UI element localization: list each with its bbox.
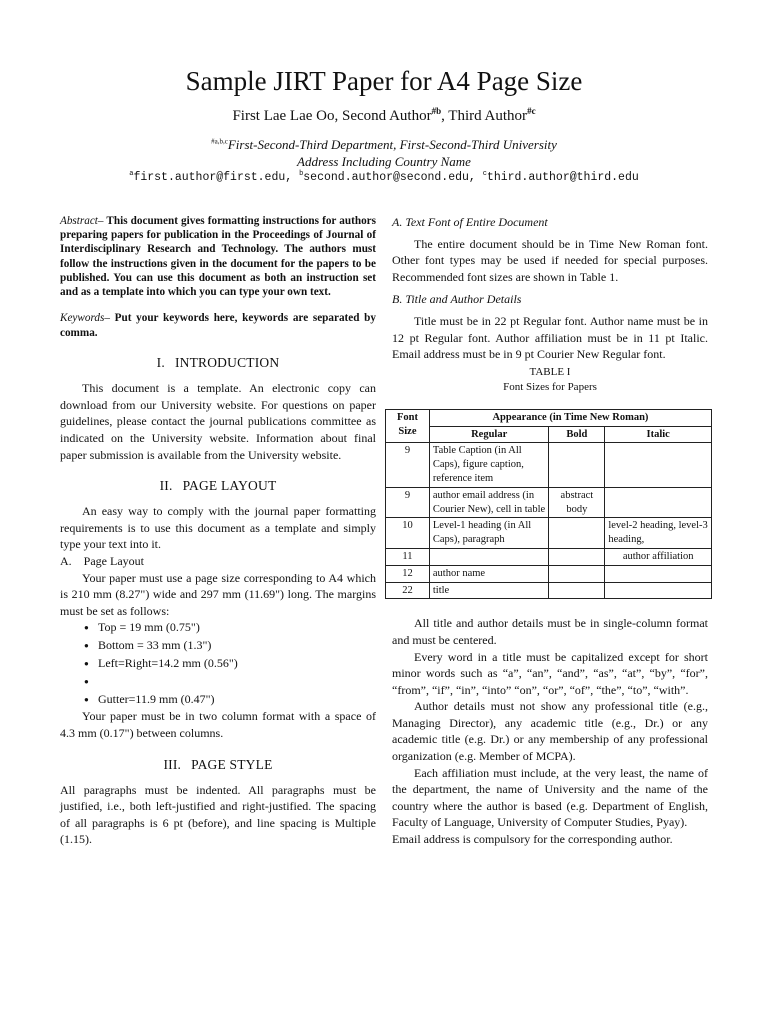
style-paragraph: All paragraphs must be indented. All paragraphs must be justified, i.e., both left-justified and right-justified. The spacing of all paragraphs is 6 pt (before), and line spacing is Multiple (1.15). xyxy=(60,782,376,847)
subsection-label: A. xyxy=(60,553,72,568)
keywords-lead: Keywords– xyxy=(60,312,110,325)
table-cell: 11 xyxy=(386,548,430,565)
table-row xyxy=(386,487,712,518)
font-size-table xyxy=(385,409,712,600)
table-cell: author affiliation xyxy=(605,548,712,565)
section-heading-page-style xyxy=(60,756,376,774)
table-cell xyxy=(605,582,712,599)
table-row xyxy=(386,518,712,549)
table-cell: 22 xyxy=(386,582,430,599)
author-superscript: #b xyxy=(431,106,442,116)
intro-paragraph: This document is a template. An electronic copy can download from our University website. For questions on paper guidelines, please contact the journal publications committee as indicated on the University website. Information about final paper submission is available from the University website. xyxy=(60,381,376,462)
affiliation-department: First-Second-Third Department, First-Second-Third University xyxy=(227,137,557,152)
abstract xyxy=(60,214,376,299)
email-first: first.author@first.edu, xyxy=(133,171,293,184)
table-cell: title xyxy=(429,582,549,599)
table-cell xyxy=(549,443,605,487)
section-heading-introduction xyxy=(60,354,376,372)
table-cell xyxy=(605,487,712,518)
text-font-paragraph: The entire document should be in Time New Roman font. Other font types may be used if needed for special purposes. Recommended font sizes are shown in Table 1. xyxy=(392,236,708,284)
table-row xyxy=(386,548,712,565)
section-title: PAGE LAYOUT xyxy=(182,478,277,494)
keywords-body: Put your keywords here, keywords are separated by comma. xyxy=(60,312,376,339)
table-row xyxy=(386,582,712,599)
single-column-paragraph: All title and author details must be in single-column format and must be centered. xyxy=(392,616,708,647)
affiliation-paragraph: Each affiliation must include, at the very least, the name of the department, the name of University and the name of the country where the author is based (e.g. Department of English, Faculty of Language, University of Computer Studies, Pyay). xyxy=(392,765,708,830)
table-cell: 9 xyxy=(386,487,430,518)
layout-paragraph: An easy way to comply with the journal paper formatting requirements is to use this document as a template and simply type your text into it. xyxy=(60,504,376,552)
subsection-title: Page Layout xyxy=(83,553,144,568)
table-cell xyxy=(549,548,605,565)
professional-title-paragraph: Author details must not show any professional title (e.g., Managing Director), any academic title (e.g., Dr.) or any academic title (e.g. Dr.) or any membership of any professional organization (e.g. Member of MCPA). xyxy=(392,699,708,764)
section-title: PAGE STYLE xyxy=(191,756,273,772)
table-cell xyxy=(549,518,605,549)
table-cell: Table Caption (in All Caps), figure caption, reference item xyxy=(429,443,549,487)
subsection-text-font: A. Text Font of Entire Document xyxy=(392,215,548,229)
section-title: INTRODUCTION xyxy=(174,355,280,371)
email-paragraph: Email address is compulsory for the corresponding author. xyxy=(392,832,673,847)
list-item: ● Gutter=11.9 mm (0.47") xyxy=(84,691,376,709)
table-cell xyxy=(549,565,605,582)
subsection-title-author: B. Title and Author Details xyxy=(392,292,522,307)
table-cell: 12 xyxy=(386,565,430,582)
subsection-page-layout xyxy=(60,553,376,570)
table-row xyxy=(386,443,712,487)
table-header-size: Font Size xyxy=(386,409,430,443)
third-author: , Third Author xyxy=(441,108,528,124)
abstract-body: This document gives formatting instructions for authors preparing papers for publication in the Proceedings of Journal of Interdisciplinary Research and Technology. The authors must follow the instructions given in the document for the papers to be published. You can use this document as both an instruction set and as a template into which you can type your own text. xyxy=(60,215,376,299)
table-label: TABLE I xyxy=(529,365,571,378)
margins-paragraph: Your paper must use a page size corresponding to A4 which is 210 mm (8.27") wide and 297 mm (11.69") long. The margins must be set as follows: xyxy=(60,570,376,618)
table-cell: 10 xyxy=(386,518,430,549)
capitalization-paragraph: Every word in a title must be capitalized except for short minor words such as “a”, “an”, “and”, “as”, “at”, “by”, “for”, “from”, “if”, “in”, “into” “on”, “or”, “of”, “the”, “to”, “with”. xyxy=(392,649,708,697)
author-superscript: #c xyxy=(527,106,536,116)
table-cell: abstract body xyxy=(549,487,605,518)
email-superscript: a xyxy=(129,170,134,179)
email-line xyxy=(0,170,768,186)
table-cell xyxy=(549,582,605,599)
list-item: ● Bottom = 33 mm (1.3") xyxy=(84,637,376,655)
author-names: First Lae Lae Oo, Second Author xyxy=(232,108,432,124)
table-cell: Level-1 heading (in All Caps), paragraph xyxy=(429,518,549,549)
margin-list xyxy=(60,619,376,708)
table-header-regular: Regular xyxy=(429,426,549,443)
table-cell: author email address (in Courier New), cell in table xyxy=(429,487,549,518)
email-superscript: c xyxy=(482,170,487,179)
list-item: ● Top = 19 mm (0.75") xyxy=(84,619,376,637)
table-header-appearance: Appearance (in Time New Roman) xyxy=(429,409,711,426)
section-number: III. xyxy=(163,756,182,772)
affiliation-address: Address Including Country Name xyxy=(297,154,471,169)
keywords xyxy=(60,311,376,340)
list-item xyxy=(84,673,376,691)
email-second: second.author@second.edu, xyxy=(303,171,476,184)
section-number: I. xyxy=(156,355,165,371)
right-column xyxy=(392,214,708,848)
author-line xyxy=(0,106,768,126)
affiliation-superscript: #a,b,c xyxy=(211,137,228,146)
title-author-paragraph: Title must be in 22 pt Regular font. Author name must be in 12 pt Regular font. Author affiliation must be in 11 pt Italic. Email address must be in 9 pt Courier New Regular font. xyxy=(392,313,708,362)
table-cell xyxy=(605,443,712,487)
table-cell: author name xyxy=(429,565,549,582)
table-cell: level-2 heading, level-3 heading, xyxy=(605,518,712,549)
paper-title: Sample JIRT Paper for A4 Page Size xyxy=(185,66,583,96)
table-header-bold: Bold xyxy=(549,426,605,443)
table-caption: Font Sizes for Papers xyxy=(503,380,597,393)
email-superscript: b xyxy=(299,170,304,179)
section-heading-page-layout xyxy=(60,477,376,495)
table-cell xyxy=(429,548,549,565)
table-row xyxy=(386,565,712,582)
abstract-lead: Abstract– xyxy=(60,215,104,227)
table-cell: 9 xyxy=(386,443,430,487)
section-number: II. xyxy=(159,478,173,494)
columns-paragraph: Your paper must be in two column format with a space of 4.3 mm (0.17") between columns. xyxy=(60,709,376,740)
email-third: third.author@third.edu xyxy=(486,171,639,184)
table-header-italic: Italic xyxy=(605,426,712,443)
table-cell xyxy=(605,565,712,582)
list-item: ● Left=Right=14.2 mm (0.56") xyxy=(84,655,376,673)
left-column xyxy=(60,214,376,848)
affiliation xyxy=(0,136,768,170)
